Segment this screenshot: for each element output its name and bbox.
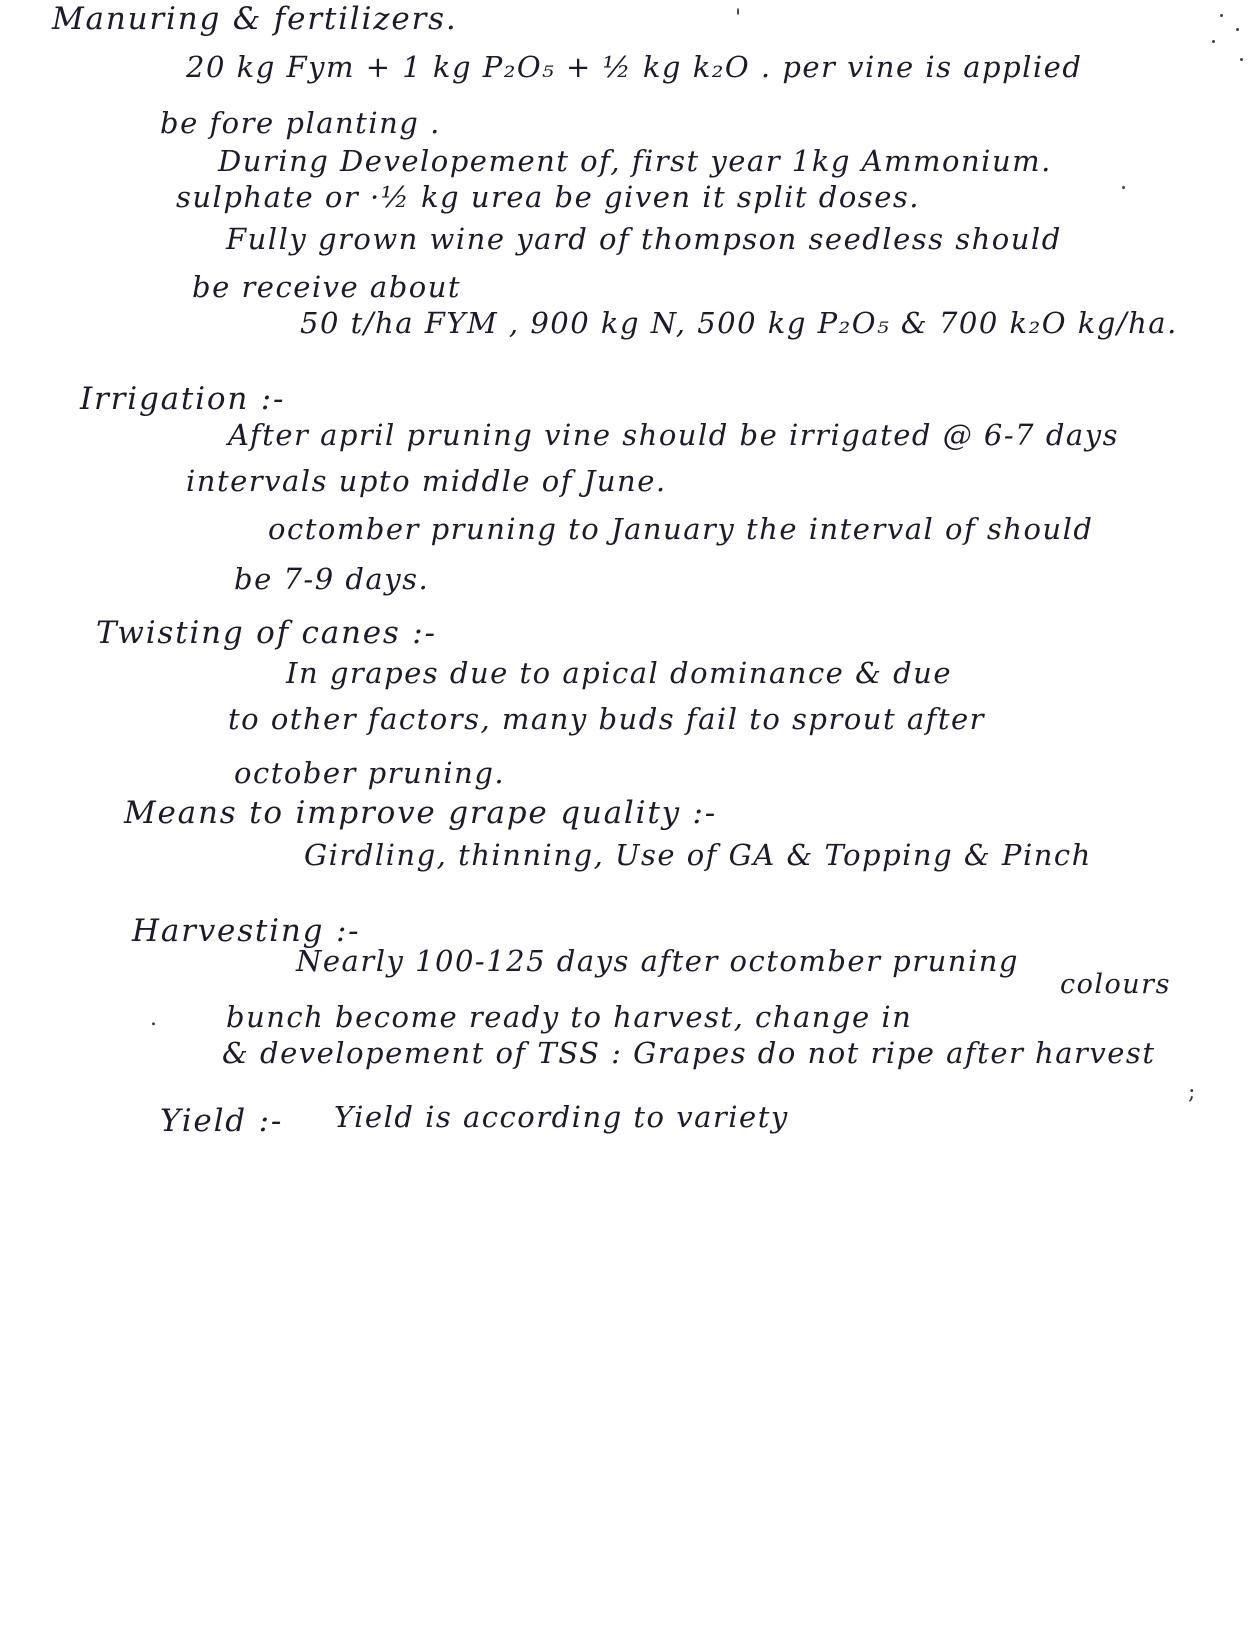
twisting-line-1: In grapes due to apical dominance & due bbox=[286, 656, 952, 690]
scan-speck bbox=[1236, 28, 1239, 31]
yield-text: Yield is according to variety bbox=[334, 1100, 789, 1134]
irrigation-line-2: intervals upto middle of June. bbox=[186, 464, 667, 498]
harvesting-line-2: bunch become ready to harvest, change in bbox=[226, 1000, 913, 1034]
margin-dot: . bbox=[150, 1006, 157, 1031]
harvesting-line-1: Nearly 100-125 days after octomber pruning bbox=[296, 944, 1019, 978]
harvesting-colours-note: colours bbox=[1060, 969, 1171, 1000]
irrigation-heading: Irrigation :- bbox=[80, 381, 286, 417]
manuring-line-6: be receive about bbox=[192, 270, 462, 304]
twisting-line-3: october pruning. bbox=[234, 756, 506, 790]
manuring-line-1: 20 kg Fym + 1 kg P₂O₅ + ½ kg k₂O . per vine is applied bbox=[186, 50, 1083, 84]
scan-speck bbox=[1212, 40, 1215, 43]
scan-speck bbox=[1122, 186, 1125, 189]
means-heading: Means to improve grape quality :- bbox=[124, 795, 718, 831]
harvesting-heading: Harvesting :- bbox=[132, 913, 361, 949]
harvesting-line-3: & developement of TSS : Grapes do not ripe after harvest bbox=[222, 1036, 1156, 1070]
irrigation-line-4: be 7-9 days. bbox=[234, 562, 430, 596]
twisting-heading: Twisting of canes :- bbox=[96, 615, 437, 651]
scan-speck bbox=[1240, 58, 1243, 61]
twisting-line-2: to other factors, many buds fail to sprout after bbox=[228, 702, 986, 736]
manuring-line-5: Fully grown wine yard of thompson seedless should bbox=[226, 222, 1062, 256]
tick-mark: ' bbox=[735, 6, 742, 31]
semicolon-mark: ; bbox=[1188, 1080, 1196, 1105]
manuring-line-4: sulphate or ·½ kg urea be given it split doses. bbox=[176, 180, 920, 214]
manuring-heading: Manuring & fertilizers. bbox=[52, 1, 458, 37]
manuring-line-7: 50 t/ha FYM , 900 kg N, 500 kg P₂O₅ & 700 k₂O kg/ha. bbox=[300, 306, 1178, 340]
yield-heading: Yield :- bbox=[160, 1103, 284, 1139]
means-line-1: Girdling, thinning, Use of GA & Topping & Pinch bbox=[304, 838, 1092, 872]
manuring-line-3: During Developement of, first year 1kg Ammonium. bbox=[218, 144, 1052, 178]
manuring-line-2: be fore planting . bbox=[160, 106, 441, 140]
irrigation-line-1: After april pruning vine should be irrigated @ 6-7 days bbox=[228, 418, 1119, 452]
scan-speck bbox=[1220, 14, 1223, 17]
irrigation-line-3: octomber pruning to January the interval of should bbox=[268, 512, 1094, 546]
